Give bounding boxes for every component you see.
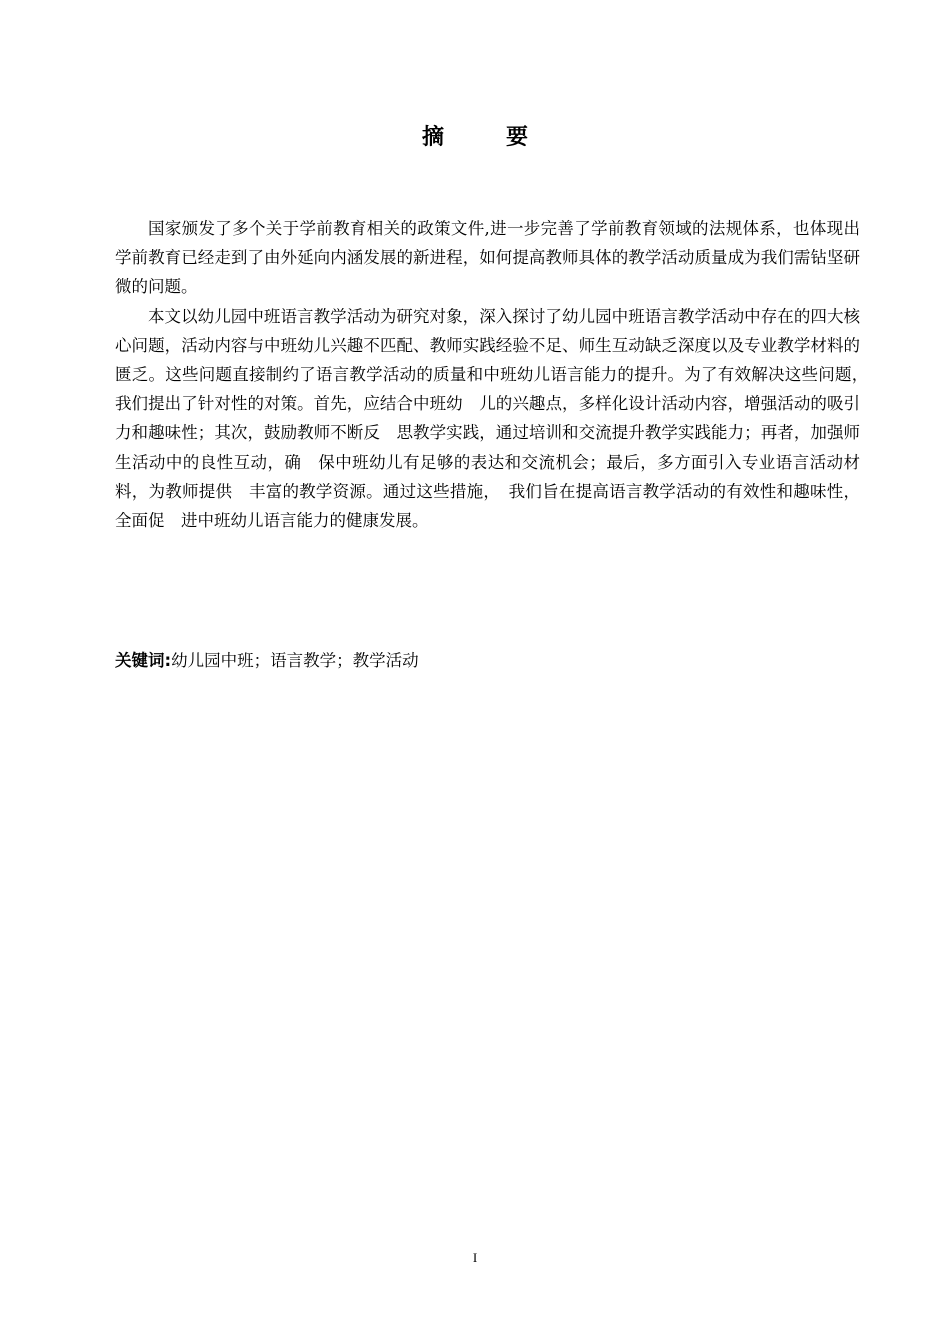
keywords-value: 幼儿园中班；语言教学；教学活动 [171,651,419,670]
page-number: I [472,1250,478,1265]
abstract-paragraph-1: 国家颁发了多个关于学前教育相关的政策文件,进一步完善了学前教育领域的法规体系，也体现出学前教育已经走到了由外延向内涵发展的新进程，如何提高教师具体的教学活动质量成为我们需钻坚研微的问题。 [115,219,860,297]
abstract-title: 摘 要 [421,125,548,150]
abstract-paragraph-2: 本文以幼儿园中班语言教学活动为研究对象，深入探讨了幼儿园中班语言教学活动中存在的四大核心问题，活动内容与中班幼儿兴趣不匹配、教师实践经验不足、师生互动缺乏深度以及专业教学材料的匮乏。这些问题直接制约了语言教学活动的质量和中班幼儿语言能力的提升。为了有效解决这些问题， 我们提出了针对性的对策。首先，应结合中班幼 儿的兴趣点，多样化设计活动内容，增强活动的吸引力和趣味性；其次，鼓励教师不断反 思教学实践，通过培训和交流提升教学实践能力；再者，加强师生活动中的良性互动，确 保中班幼儿有足够的表达和交流机会；最后，多方面引入专业语言活动材料，为教师提供 丰富的教学资源。通过这些措施， 我们旨在提高语言教学活动的有效性和趣味性，全面促 进中班幼儿语言能力的健康发展。 [115,306,877,531]
keywords-line [115,646,860,675]
abstract-body [115,214,877,535]
keywords-label: 关键词: [115,651,172,670]
